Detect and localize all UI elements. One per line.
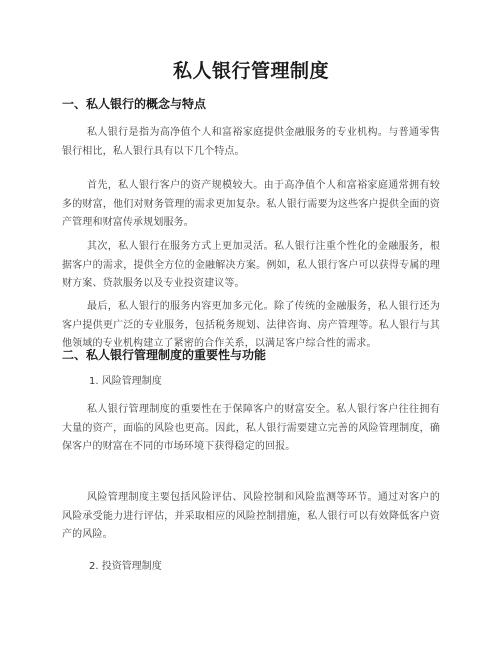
section-heading-2: 二、私人银行管理制度的重要性与功能 (62, 348, 267, 362)
list-item: 2. 投资管理制度 (89, 561, 162, 572)
list-item: 1. 风险管理制度 (89, 376, 162, 387)
paragraph: 首先，私人银行客户的资产规模较大。由于高净值个人和富裕家庭通常拥有较多的财富，他们对财务管理的需求更加复杂。私人银行需要为这些客户提供全面的资产管理和财富传承规划服务。 (62, 180, 440, 228)
paragraph: 风险管理制度主要包括风险评估、风险控制和风险监测等环节。通过对客户的风险承受能力进行评估，并采取相应的风险控制措施，私人银行可以有效降低客户资产的风险。 (62, 492, 440, 540)
section-heading-1: 一、私人银行的概念与特点 (62, 97, 207, 111)
paragraph: 最后，私人银行的服务内容更加多元化。除了传统的金融服务，私人银行还为客户提供更广泛的专业服务，包括税务规划、法律咨询、房产管理等。私人银行与其他领域的专业机构建立了紧密的合作关系，以满足客户综合性的需求。 (62, 301, 440, 349)
paragraph: 私人银行是指为高净值个人和富裕家庭提供金融服务的专业机构。与普通零售银行相比，私人银行具有以下几个特点。 (62, 127, 440, 157)
document-title: 私人银行管理制度 (172, 60, 329, 82)
paragraph: 私人银行管理制度的重要性在于保障客户的财富安全。私人银行客户往往拥有大量的资产，面临的风险也更高。因此，私人银行需要建立完善的风险管理制度，确保客户的财富在不同的市场环境下获得稳定的回报。 (62, 404, 440, 452)
paragraph: 其次，私人银行在服务方式上更加灵活。私人银行注重个性化的金融服务，根据客户的需求，提供全方位的金融解决方案。例如，私人银行客户可以获得专属的理财方案、贷款服务以及专业投资建议等。 (62, 241, 440, 289)
